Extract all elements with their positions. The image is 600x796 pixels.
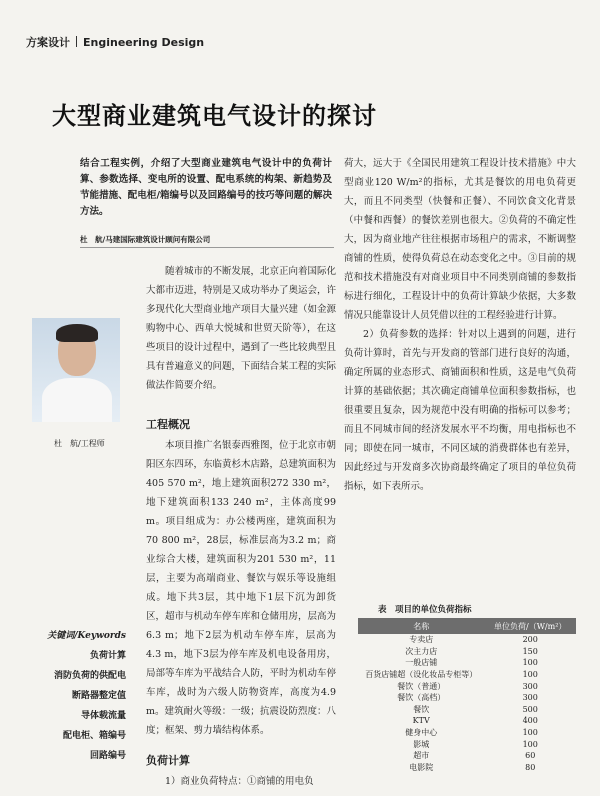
keywords-block [40, 626, 126, 766]
load-text: 1）商业负荷特点：①商铺的用电负 [165, 776, 314, 787]
section-heading-overview: 工程概况 [146, 418, 190, 431]
table-row [358, 692, 576, 704]
overview-paragraph [146, 436, 336, 740]
keywords-title: 关键词/Keywords [47, 631, 126, 641]
table-row [358, 762, 576, 774]
table-cell: 80 [525, 762, 536, 772]
table-cell: 300 [522, 681, 538, 691]
table-cell: 100 [522, 658, 538, 668]
section-label: 方案设计 [26, 36, 70, 49]
author-photo [32, 318, 120, 422]
table-cell: 专卖店 [409, 635, 434, 645]
photo-caption: 杜 航/工程师 [54, 439, 105, 448]
table-cell: 餐饮（高档） [397, 693, 446, 703]
table-row [358, 750, 576, 762]
table-title: 表 项目的单位负荷指标 [378, 605, 472, 615]
keyword-item: 负荷计算 [89, 651, 126, 661]
load-paragraph [146, 772, 336, 791]
table-cell: KTV [412, 716, 430, 726]
section-label-en: Engineering Design [83, 36, 205, 49]
keyword-item: 回路编号 [89, 751, 126, 761]
table-header-cell: 名称 [358, 618, 484, 634]
keyword-item: 配电柜、箱编号 [62, 731, 126, 741]
table-cell: 健身中心 [405, 728, 438, 738]
table-cell: 100 [522, 670, 538, 680]
table-cell: 500 [522, 704, 538, 714]
table-cell: 60 [525, 751, 536, 761]
table-cell: 150 [522, 646, 538, 656]
table-cell: 100 [522, 739, 538, 749]
table-row [358, 704, 576, 716]
right-paragraph-1: 荷大，远大于《全国民用建筑工程设计技术措施》中大型商业120 W/m²的指标，尤其是餐饮的用电负荷更大，而且不同类型（快餐和正餐）、不同饮食文化背景（中餐和西餐）的餐饮差别也很大。②负荷的不确定性大，因为商业地产往往根据市场租户的需求，不断调整商铺的性质，使得负荷总在动态变化之中。③目前的规范和技术措施没有对商业项目中不同类别商铺的参数指标进行细化，工程设计中的负荷计算缺少依据，大多数情况只能靠设计人员凭借以往的工程经验进行计算。 [344, 158, 576, 321]
table-cell: 电影院 [409, 762, 434, 772]
intro-paragraph [146, 262, 336, 395]
right-column [344, 154, 576, 496]
abstract: 结合工程实例，介绍了大型商业建筑电气设计中的负荷计算、参数选择、变电所的设置、配电系统的构架、新趋势及节能措施、配电柜/箱编号以及回路编号的技巧等问题的解决方法。 [80, 158, 332, 217]
keyword-item: 导体载流量 [80, 711, 126, 721]
table-cell: 超市 [413, 751, 430, 761]
table-row [358, 727, 576, 739]
page-header [26, 34, 204, 50]
table-cell: 餐饮（普通） [397, 681, 446, 691]
article-title: 大型商业建筑电气设计的探讨 [52, 101, 377, 130]
table-header-row [358, 618, 576, 634]
table-row [358, 657, 576, 669]
table-cell: 百货店铺超（设化妆品专柜等） [365, 670, 478, 680]
overview-text: 本项目推广名银泰西雅图，位于北京市朝阳区东四环，东临黄杉木店路，总建筑面积为405 570 m²，地上建筑面积272 330 m²，地下建筑面积133 240 m²，主体高度99 m。项目组成为：办公楼两座，建筑面积为70 800 m²，28层，标准层高为3.2 m；商业综合大楼，建筑面积为201 530 m²，11层，主要为高端商业、餐饮与娱乐等设施组成。地下共3层，其中地下1层下沉为卸货区，超市与机动车停车库和仓储用房，层高为6.3 m；地下2层为机动车停车库，层高为4.3 m，地下3层为停车库及机电设备用房，局部等车库为平战结合人防，平时为机动车停车库，战时为六级人防物资库，高度为4.9 m。建筑耐火等级：一级；抗震设防烈度：八度；框架、剪力墙结构体系。 [146, 440, 337, 736]
table-cell: 一般店铺 [405, 658, 438, 668]
table-cell: 300 [522, 693, 538, 703]
divider [80, 247, 334, 248]
table-cell: 次主力店 [405, 646, 438, 656]
table-cell: 餐饮 [413, 704, 430, 714]
table-row [358, 646, 576, 658]
table-cell: 400 [522, 716, 538, 726]
table-cell: 100 [522, 728, 538, 738]
table-header-cell: 单位负荷/（W/m²） [484, 618, 576, 634]
table-row [358, 680, 576, 692]
keyword-item: 消防负荷的供配电 [53, 671, 126, 681]
table-row [358, 715, 576, 727]
section-heading-load: 负荷计算 [146, 754, 190, 767]
intro-text: 随着城市的不断发展，北京正向着国际化大都市迈进，特别是又成功举办了奥运会，许多现代化大型商业地产项目大量兴建（如金源购物中心、西单大悦城和世贸天阶等），在这些项目的设计过程中，遇到了一些比较典型且具有普遍意义的问题，下面结合某工程的实际做法作简要介绍。 [146, 266, 337, 391]
header-divider [76, 36, 77, 47]
author-affiliation: 杜 航/马建国际建筑设计顾问有限公司 [80, 235, 211, 244]
right-paragraph-2: 2）负荷参数的选择：针对以上遇到的问题，进行负荷计算时，首先与开发商的管部门进行良好的沟通，确定所属的业态形式、商铺面积和性质，这是电气负荷计算的基础依据；其次确定商铺单位面积参数指标，也很重要且复杂，因为规范中没有明确的指标可以参考；而且不同城市间的经济发展水平不均衡，用电指标也不同；即使在同一城市，不同区域的消费群体也有差异，因此经过与开发商多次协商最终确定了项目的单位负荷指标，如下表所示。 [344, 329, 576, 492]
table-cell: 200 [522, 635, 538, 645]
table-row [358, 738, 576, 750]
load-index-table [358, 618, 576, 773]
keyword-item: 断路器整定值 [71, 691, 126, 701]
table-row [358, 634, 576, 646]
table-row [358, 669, 576, 681]
table-cell: 影城 [413, 739, 430, 749]
